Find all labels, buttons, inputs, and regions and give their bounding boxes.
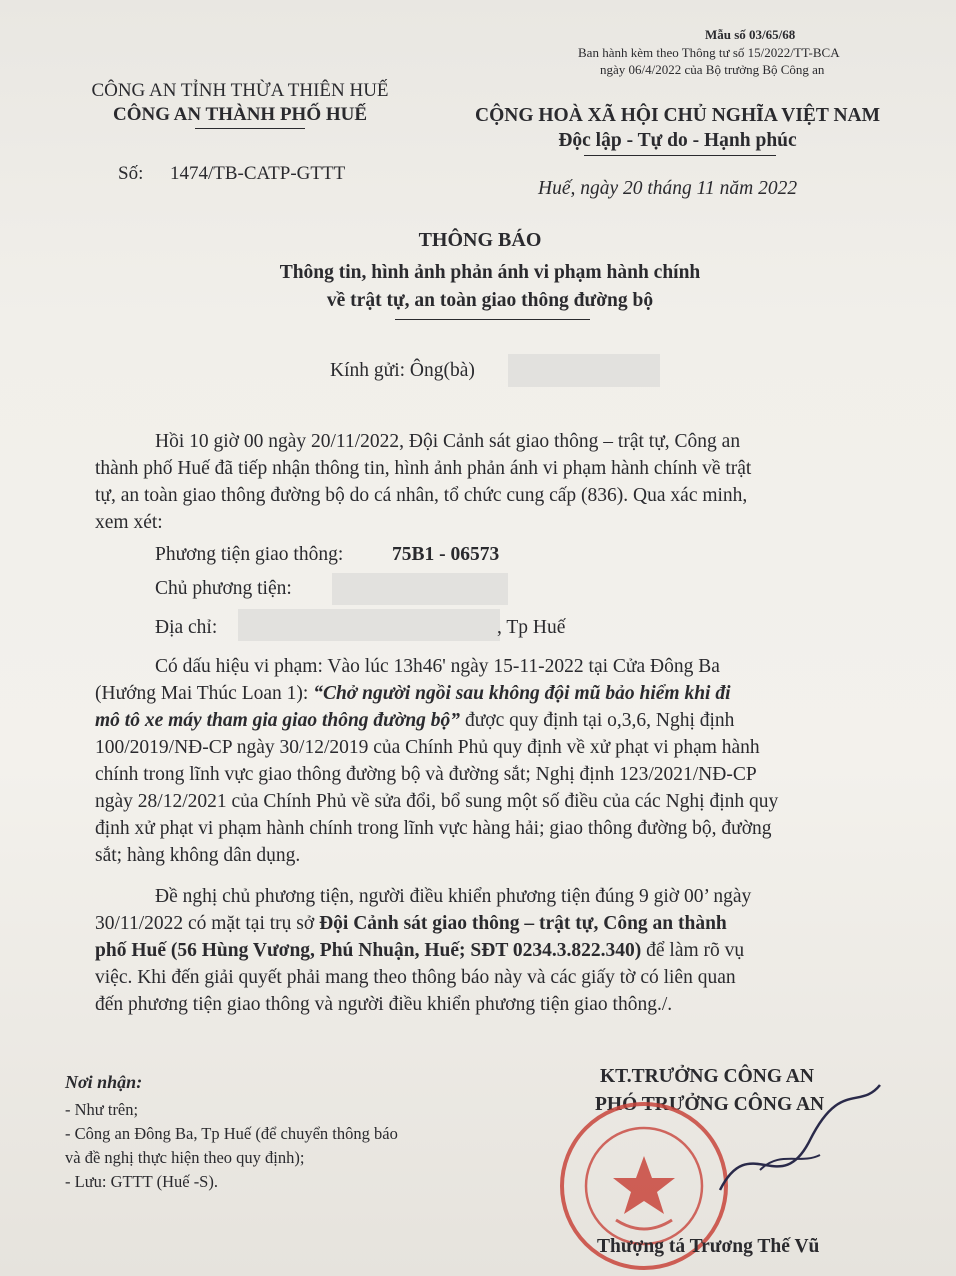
form-number: Mẫu số 03/65/68 xyxy=(705,27,796,42)
request-line-3 xyxy=(95,937,744,964)
owner-label: Chủ phương tiện: xyxy=(155,578,292,599)
request-line-4: việc. Khi đến giải quyết phải mang theo thông báo này và các giấy tờ có liên quan xyxy=(95,967,736,988)
request-purpose: để làm rõ vụ xyxy=(641,940,745,961)
agency-line2: CÔNG AN THÀNH PHỐ HUẾ xyxy=(112,104,368,125)
violation-line-6: ngày 28/12/2021 của Chính Phủ về sửa đổi, bổ sung một số điều của các Nghị định quy xyxy=(95,791,779,812)
recipients-item-2: - Công an Đông Ba, Tp Huế (để chuyển thông báo xyxy=(65,1124,398,1143)
request-office-part1: Đội Cảnh sát giao thông – trật tự, Công an thành xyxy=(319,913,727,934)
address-suffix: , Tp Huế xyxy=(497,617,566,638)
violation-description-part1: “Chở người ngồi sau không đội mũ bảo hiểm khi đi xyxy=(313,683,731,704)
vehicle-plate: 75B1 - 06573 xyxy=(392,544,500,565)
recipients-item-4: - Lưu: GTTT (Huế -S). xyxy=(65,1172,218,1191)
agency-line1: CÔNG AN TỈNH THỪA THIÊN HUẾ xyxy=(91,80,389,101)
redacted-owner-name xyxy=(332,573,508,605)
nation-line2: Độc lập - Tự do - Hạnh phúc xyxy=(558,130,797,151)
violation-location: (Hướng Mai Thúc Loan 1): xyxy=(95,683,314,704)
recipients-item-1: - Như trên; xyxy=(65,1100,139,1119)
request-line-5: đến phương tiện giao thông và người điều khiển phương tiện giao thông./. xyxy=(95,994,673,1015)
signer-name: Thượng tá Trương Thế Vũ xyxy=(597,1236,820,1257)
violation-line-7: định xử phạt vi phạm hành chính trong lĩnh vực hàng hải; giao thông đường bộ, đường xyxy=(95,818,772,839)
doc-number-label: Số: xyxy=(118,163,144,184)
handwritten-signature-icon xyxy=(690,1070,900,1220)
intro-line-3: tự, an toàn giao thông đường bộ do cá nhân, tổ chức cung cấp (836). Qua xác minh, xyxy=(95,485,748,506)
violation-line-4: 100/2019/NĐ-CP ngày 30/12/2019 của Chính Phủ quy định về xử phạt vi phạm hành xyxy=(95,737,760,758)
violation-regulation: được quy định tại o,3,6, Nghị định xyxy=(460,710,735,731)
violation-line-2 xyxy=(95,680,731,707)
form-issued-with: Ban hành kèm theo Thông tư số 15/2022/TT-BCA xyxy=(578,45,840,60)
violation-line-8: sắt; hàng không dân dụng. xyxy=(95,845,301,866)
doc-number-value: 1474/TB-CATP-GTTT xyxy=(170,163,346,184)
nation-line1: CỘNG HOÀ XÃ HỘI CHỦ NGHĨA VIỆT NAM xyxy=(474,105,881,126)
redacted-address xyxy=(238,609,500,641)
violation-description-part2: mô tô xe máy tham gia giao thông đường bộ” xyxy=(95,710,461,731)
address-label: Địa chỉ: xyxy=(155,617,218,638)
recipient-label: Kính gửi: Ông(bà) xyxy=(330,360,475,381)
violation-line-1: Có dấu hiệu vi phạm: Vào lúc 13h46' ngày 15-11-2022 tại Cửa Đông Ba xyxy=(155,656,720,677)
signature-title-2: PHÓ TRƯỞNG CÔNG AN xyxy=(595,1094,825,1115)
title-main: THÔNG BÁO xyxy=(418,229,542,251)
recipients-item-3: và đề nghị thực hiện theo quy định); xyxy=(65,1148,305,1167)
request-line-2 xyxy=(95,910,727,937)
intro-line-1: Hồi 10 giờ 00 ngày 20/11/2022, Đội Cảnh sát giao thông – trật tự, Công an xyxy=(155,431,741,452)
violation-line-3 xyxy=(95,707,734,734)
agency-underline xyxy=(195,128,305,129)
vehicle-label: Phương tiện giao thông: xyxy=(155,544,344,565)
nation-underline xyxy=(584,155,776,156)
violation-line-5: chính trong lĩnh vực giao thông đường bộ và đường sắt; Nghị định 123/2021/NĐ-CP xyxy=(95,764,757,785)
intro-line-4: xem xét: xyxy=(95,512,163,533)
intro-line-2: thành phố Huế đã tiếp nhận thông tin, hình ảnh phản ánh vi phạm hành chính về trật xyxy=(95,458,752,479)
request-date: 30/11/2022 có mặt tại trụ sở xyxy=(95,913,320,934)
title-sub2: về trật tự, an toàn giao thông đường bộ xyxy=(326,290,654,311)
form-issued-date: ngày 06/4/2022 của Bộ trưởng Bộ Công an xyxy=(600,62,825,77)
signature-title-1: KT.TRƯỞNG CÔNG AN xyxy=(600,1066,814,1087)
request-office-part2: phố Huế (56 Hùng Vương, Phú Nhuận, Huế; SĐT 0234.3.822.340) xyxy=(95,940,642,961)
place-date: Huế, ngày 20 tháng 11 năm 2022 xyxy=(538,178,798,199)
title-sub1: Thông tin, hình ảnh phản ánh vi phạm hành chính xyxy=(279,262,701,283)
redacted-recipient-name xyxy=(508,354,660,387)
recipients-title: Nơi nhận: xyxy=(65,1072,143,1092)
request-line-1: Đề nghị chủ phương tiện, người điều khiển phương tiện đúng 9 giờ 00’ ngày xyxy=(155,886,752,907)
title-underline xyxy=(395,319,590,320)
